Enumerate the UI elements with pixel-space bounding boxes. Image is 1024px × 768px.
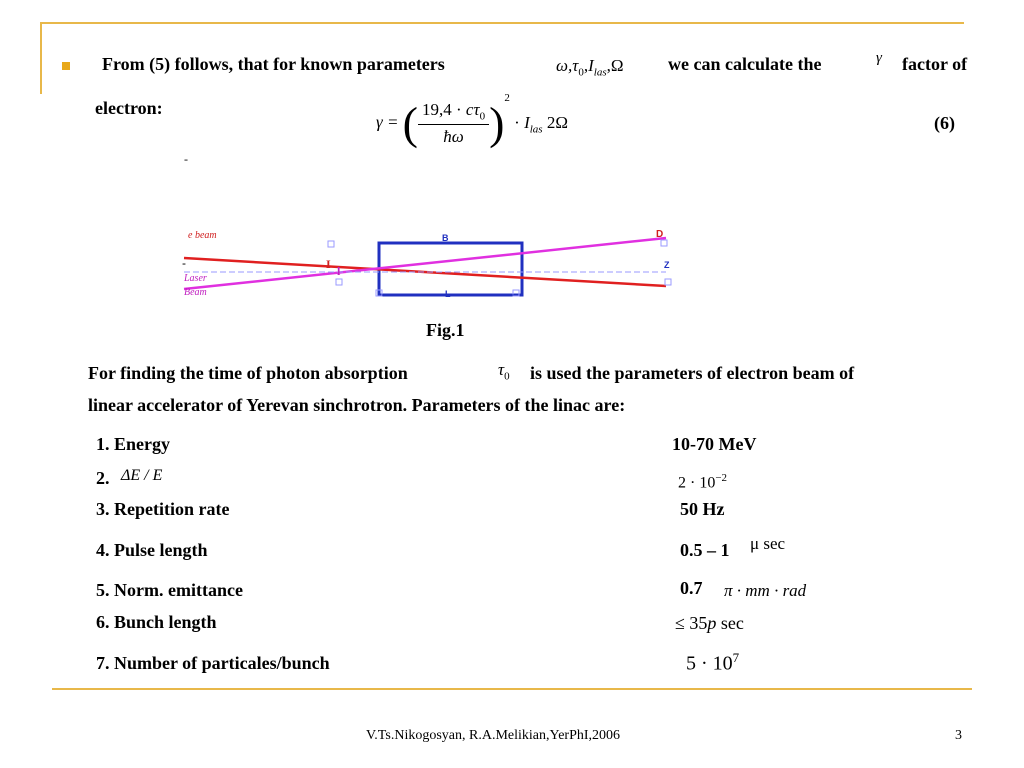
intensity-symbol: I (588, 56, 594, 75)
gamma-symbol: γ (876, 50, 882, 66)
marker-square (661, 240, 667, 246)
length-label-l: L (445, 289, 451, 299)
right-paren: ) (489, 97, 505, 149)
param-value: 0.5 – 1 (680, 540, 730, 560)
intensity-subscript: las (593, 66, 607, 79)
parameter-list (556, 56, 624, 78)
param-value: $2 \cdot 10^{-2}$ (678, 472, 728, 492)
param-value: 50 Hz (680, 499, 725, 519)
dash-mark: - (184, 152, 188, 166)
param-unit: π · mm · rad (724, 581, 807, 600)
omega-capital-symbol: ,Ω (606, 56, 624, 75)
box-label-b: B (442, 233, 449, 243)
laser-label: Laser (184, 273, 207, 284)
intro-line-1-end: factor of (902, 54, 968, 74)
param-label: 1. Energy (96, 434, 170, 454)
intro-line-2: electron: (95, 98, 163, 118)
param-label: 7. Number of particales/bunch (96, 653, 330, 673)
marker-square (328, 241, 334, 247)
param-value: 0.7 (680, 578, 703, 598)
equation-number: (6) (934, 113, 955, 133)
param-unit: μ sec (750, 534, 786, 553)
ebeam-label: e beam (188, 230, 217, 241)
page-number: 3 (955, 728, 962, 743)
marker-square (665, 279, 671, 285)
laser-marker-label: l (337, 264, 341, 278)
param-value: 10-70 MeV (672, 434, 757, 454)
frame-bottom-line (52, 688, 972, 690)
paragraph-line-1: For finding the time of photon absorption (88, 363, 408, 383)
param-label: 4. Pulse length (96, 540, 208, 560)
param-value: ≤ 35p sec (675, 613, 744, 633)
detector-label-d: D (656, 229, 664, 240)
electron-marker-label: I (326, 257, 331, 271)
param-label: 5. Norm. emittance (96, 580, 243, 600)
param-label: 6. Bunch length (96, 612, 217, 632)
tau-zero-symbol: $\tau_0$ (498, 360, 510, 383)
fraction-denominator: ħω (443, 127, 464, 147)
formula-exponent: 2 (504, 91, 510, 104)
param-comma: , (583, 56, 589, 75)
axis-label-z: Z (664, 260, 670, 270)
paragraph-line-1-cont: is used the parameters of electron beam of (530, 363, 855, 383)
beam-label: Beam (184, 287, 207, 298)
param-value: $5 \cdot 10^7$ (686, 650, 740, 675)
beam-interaction-figure (176, 224, 686, 300)
formula-rhs: · $I_{las}$ 2Ω (514, 112, 568, 135)
figure-dash: - (182, 256, 186, 270)
tau-symbol: τ (572, 56, 579, 75)
footer-authors: V.Ts.Nikogosyan, R.A.Melikian,YerPhI,2006 (366, 728, 621, 743)
omega-symbol: ω, (556, 56, 573, 75)
param-label-math: ΔE / E (121, 467, 163, 484)
formula-lhs: γ = (376, 112, 399, 132)
param-label: 2. (96, 468, 110, 488)
marker-square (336, 279, 342, 285)
formula-fraction (418, 100, 489, 147)
param-label: 3. Repetition rate (96, 499, 230, 519)
gamma-formula (376, 91, 568, 149)
frame-left-line (40, 22, 42, 94)
bullet-square-icon (62, 62, 70, 70)
frame-top-line (40, 22, 964, 24)
fraction-numerator: $19,4 \cdot c\tau_0$ (418, 100, 489, 125)
tau-subscript: 0 (578, 66, 584, 79)
interaction-region-box (379, 243, 522, 295)
intro-line-1: From (5) follows, that for known parameters (102, 54, 445, 74)
figure-caption: Fig.1 (426, 320, 465, 340)
intro-line-1-cont: we can calculate the (668, 54, 822, 74)
paragraph-line-2: linear accelerator of Yerevan sinchrotron. Parameters of the linac are: (88, 395, 626, 415)
left-paren: ( (402, 97, 418, 149)
